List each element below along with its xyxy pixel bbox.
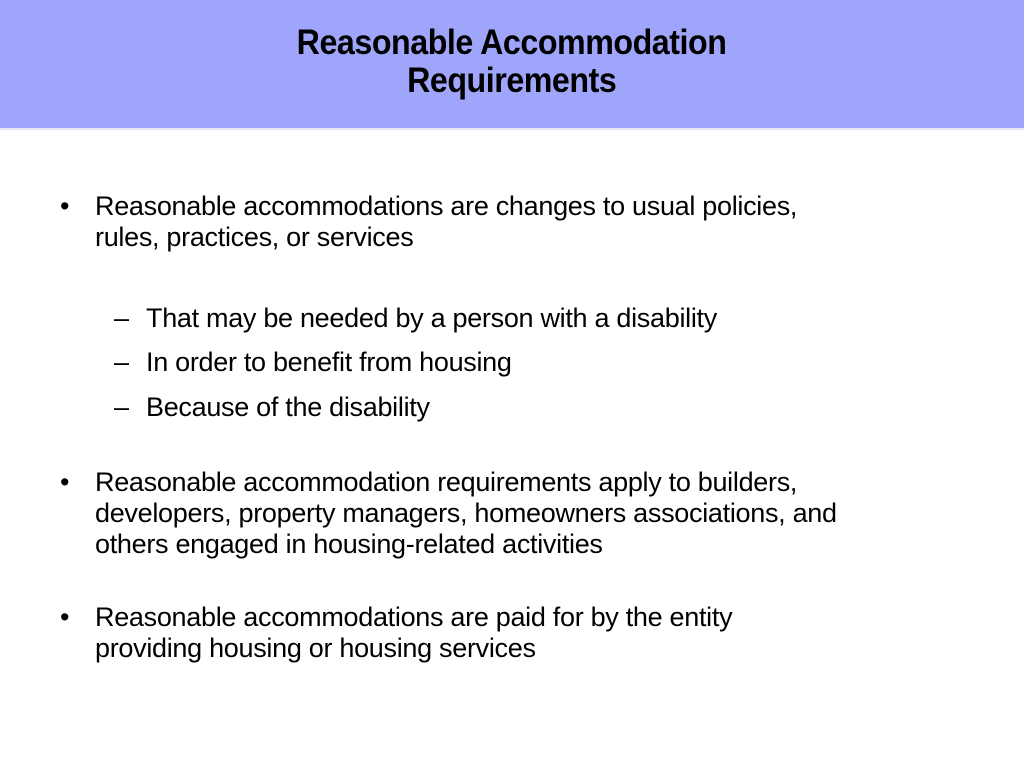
slide-header xyxy=(0,0,1024,130)
bullet-marker-icon: • xyxy=(60,191,70,221)
sub-bullet-text: In order to benefit from housing xyxy=(146,347,512,377)
bullet-item xyxy=(60,602,733,664)
bullet-text-line: developers, property managers, homeowners associations, and xyxy=(95,498,837,528)
sub-bullet-item xyxy=(114,392,430,423)
sub-bullet-text: Because of the disability xyxy=(146,392,430,422)
slide-title-line-2: Requirements xyxy=(407,61,617,100)
bullet-text-line: rules, practices, or services xyxy=(95,222,414,252)
dash-marker-icon: – xyxy=(114,392,129,422)
bullet-text-line: Reasonable accommodations are changes to usual policies, xyxy=(95,191,798,221)
bullet-item xyxy=(60,467,837,560)
dash-marker-icon: – xyxy=(114,303,129,333)
sub-bullet-text: That may be needed by a person with a disability xyxy=(146,303,717,333)
slide-title-line-1: Reasonable Accommodation xyxy=(297,23,727,62)
bullet-marker-icon: • xyxy=(60,602,70,632)
bullet-text-line: Reasonable accommodations are paid for by the entity xyxy=(95,602,733,632)
bullet-item xyxy=(60,191,798,253)
bullet-text-line: others engaged in housing-related activities xyxy=(95,529,603,559)
dash-marker-icon: – xyxy=(114,347,129,377)
sub-bullet-item xyxy=(114,303,717,334)
bullet-text-line: providing housing or housing services xyxy=(95,633,536,663)
sub-bullet-item xyxy=(114,347,512,378)
bullet-marker-icon: • xyxy=(60,467,70,497)
bullet-text-line: Reasonable accommodation requirements apply to builders, xyxy=(95,467,798,497)
